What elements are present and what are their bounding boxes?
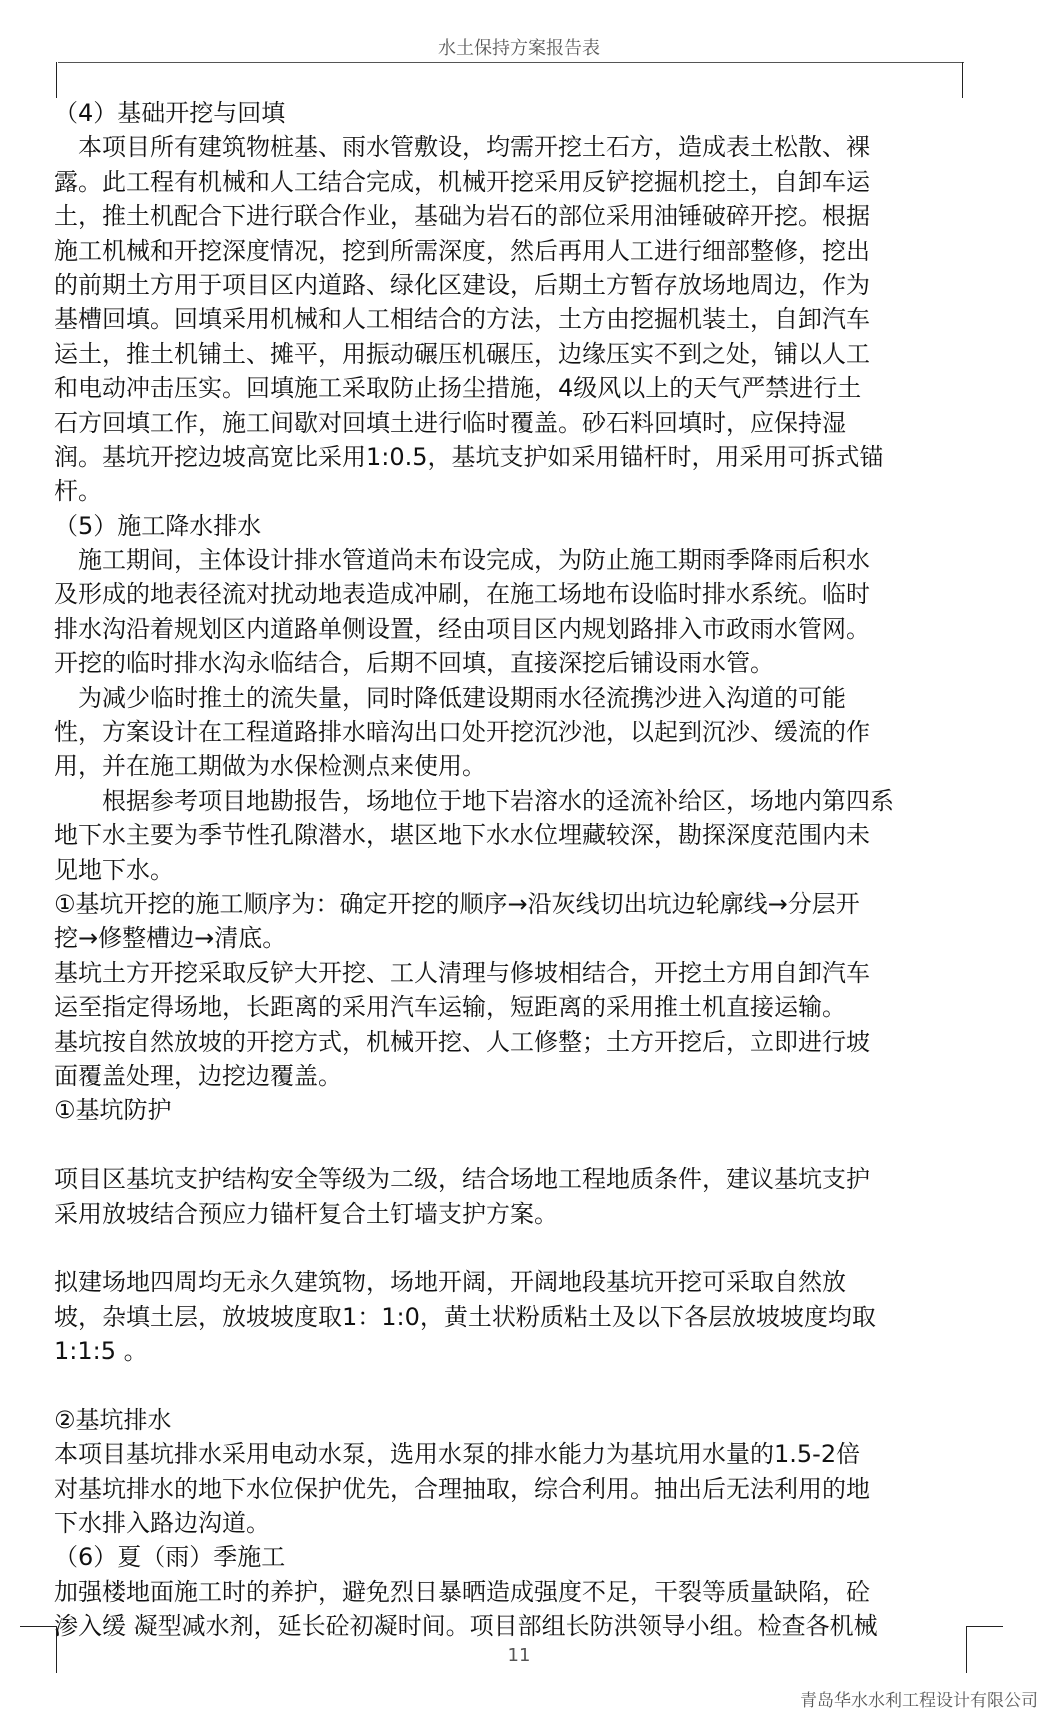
text-line: 排水沟沿着规划区内道路单侧设置，经由项目区内规划路排入市政雨水管网。 — [54, 614, 870, 643]
text-line: 运至指定得场地，长距离的采用汽车运输，短距离的采用推土机直接运输。 — [54, 993, 846, 1022]
text-line: 和电动冲击压实。回填施工采取防止扬尘措施，4级风以上的天气严禁进行土 — [54, 374, 862, 403]
text-line: 对基坑排水的地下水位保护优先，合理抽取，综合利用。抽出后无法利用的地 — [54, 1474, 870, 1503]
text-line: 拟建场地四周均无永久建筑物，场地开阔，开阔地段基坑开挖可采取自然放 — [54, 1268, 846, 1297]
text-line: 根据参考项目地勘报告，场地位于地下岩溶水的迳流补给区，场地内第四系 — [54, 786, 894, 815]
footer-company-name: 青岛华水水利工程设计有限公司 — [800, 1691, 1038, 1711]
text-line: 的前期土方用于项目区内道路、绿化区建设，后期土方暂存放场地周边，作为 — [54, 270, 870, 299]
text-line: 润。基坑开挖边坡高宽比采用1:0.5，基坑支护如采用锚杆时，用采用可拆式锚 — [54, 442, 884, 471]
text-line: 面覆盖处理，边挖边覆盖。 — [54, 1061, 342, 1090]
text-line: 坡，杂填土层，放坡坡度取1：1:0，黄土状粉质粘土及以下各层放坡坡度均取 — [54, 1302, 876, 1331]
text-line: 杆。 — [54, 477, 102, 506]
text-line: ②基坑排水 — [54, 1405, 172, 1434]
blank-line — [54, 1231, 976, 1265]
text-line: 基坑按自然放坡的开挖方式，机械开挖、人工修整；土方开挖后，立即进行坡 — [54, 1027, 870, 1056]
text-line: （4）基础开挖与回填 — [54, 99, 286, 127]
text-line: 下水排入路边沟道。 — [54, 1509, 270, 1538]
text-line: （6）夏（雨）季施工 — [54, 1543, 286, 1572]
text-line: 本项目基坑排水采用电动水泵，选用水泵的排水能力为基坑用水量的1.5-2倍 — [54, 1440, 861, 1469]
text-line: 本项目所有建筑物桩基、雨水管敷设，均需开挖土石方，造成表土松散、裸 — [54, 133, 870, 162]
text-line: 土，推土机配合下进行联合作业，基础为岩石的部位采用油锤破碎开挖。根据 — [54, 202, 870, 231]
text-line: 项目区基坑支护结构安全等级为二级，结合场地工程地质条件，建议基坑支护 — [54, 1165, 870, 1194]
text-line: 开挖的临时排水沟永临结合，后期不回填，直接深挖后铺设雨水管。 — [54, 649, 774, 678]
text-line: 及形成的地表径流对扰动地表造成冲刷，在施工场地布设临时排水系统。临时 — [54, 580, 870, 609]
text-line: 渗入缓 凝型减水剂，延长砼初凝时间。项目部组长防洪领导小组。检查各机械 — [54, 1612, 878, 1641]
text-line: 施工期间，主体设计排水管道尚未布设完成，为防止施工期雨季降雨后积水 — [54, 546, 870, 575]
page-number: 11 — [507, 1645, 531, 1666]
text-line: 运土，推土机铺土、摊平，用振动碾压机碾压，边缘压实不到之处，铺以人工 — [54, 339, 870, 368]
blank-line — [54, 1128, 976, 1162]
crop-mark-top-right — [962, 62, 963, 98]
text-line: 基槽回填。回填采用机械和人工相结合的方法，土方由挖掘机装土，自卸汽车 — [54, 305, 870, 334]
text-line: 加强楼地面施工时的养护，避免烈日暴晒造成强度不足，干裂等质量缺陷，砼 — [54, 1577, 870, 1606]
text-line: 基坑土方开挖采取反铲大开挖、工人清理与修坡相结合，开挖土方用自卸汽车 — [54, 958, 870, 987]
header-rule — [58, 62, 964, 63]
blank-line — [54, 1368, 976, 1402]
text-line: 用，并在施工期做为水保检测点来使用。 — [54, 752, 486, 781]
text-line: 性，方案设计在工程道路排水暗沟出口处开挖沉沙池，以起到沉沙、缓流的作 — [54, 718, 870, 747]
text-line: 1:1:5 。 — [54, 1337, 148, 1366]
text-line: 见地下水。 — [54, 855, 174, 884]
text-line: （5）施工降水排水 — [54, 511, 262, 540]
document-body — [54, 96, 976, 1644]
text-line: 地下水主要为季节性孔隙潜水，堪区地下水水位埋藏较深，勘探深度范围内未 — [54, 821, 870, 850]
document-header-title: 水土保持方案报告表 — [438, 38, 600, 59]
crop-mark-top-left — [56, 62, 57, 98]
text-line: 采用放坡结合预应力锚杆复合土钉墙支护方案。 — [54, 1199, 558, 1228]
text-line: 为减少临时推土的流失量，同时降低建设期雨水径流携沙进入沟道的可能 — [54, 683, 846, 712]
text-line: 露。此工程有机械和人工结合完成，机械开挖采用反铲挖掘机挖土，自卸车运 — [54, 167, 870, 196]
text-line: ①基坑防护 — [54, 1096, 172, 1125]
text-line: 石方回填工作，施工间歇对回填土进行临时覆盖。砂石料回填时，应保持湿 — [54, 408, 846, 437]
text-line: 挖→修整槽边→清底。 — [54, 924, 287, 953]
text-line: 施工机械和开挖深度情况，挖到所需深度，然后再用人工进行细部整修，挖出 — [54, 236, 870, 265]
text-line: ①基坑开挖的施工顺序为：确定开挖的顺序→沿灰线切出坑边轮廓线→分层开 — [54, 889, 860, 918]
